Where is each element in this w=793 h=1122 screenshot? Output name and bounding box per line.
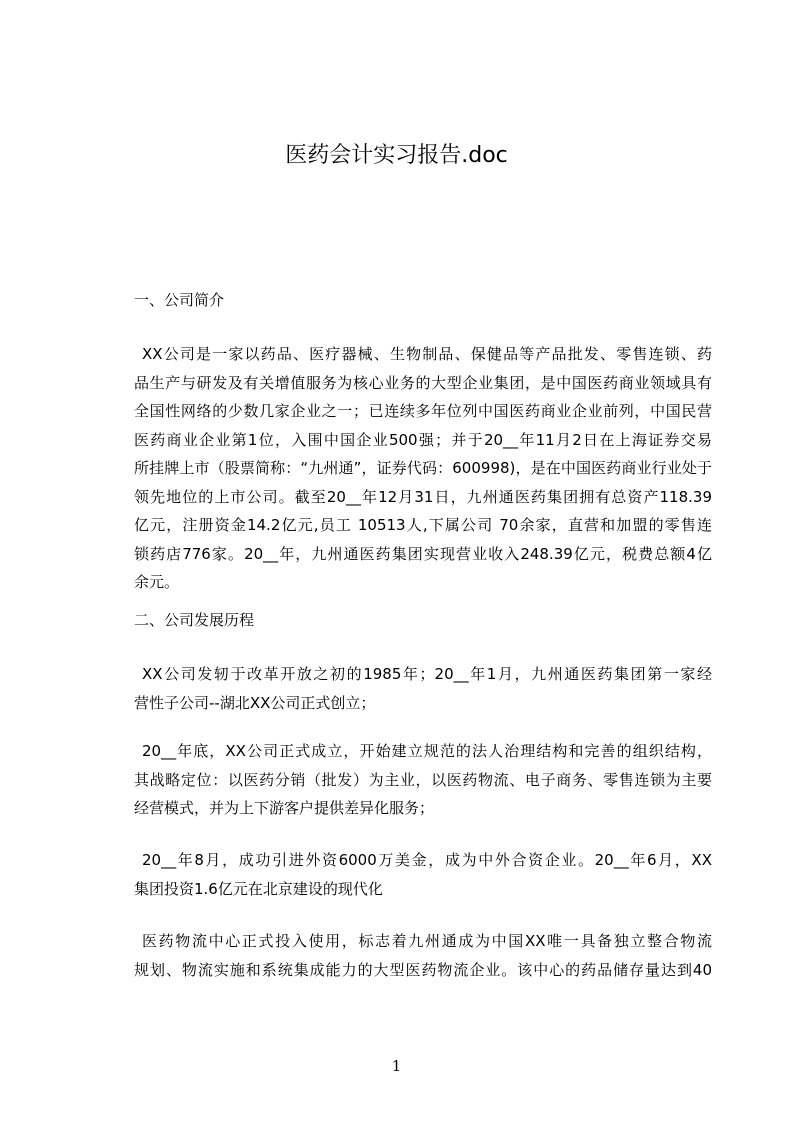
text-line: 集团投资1.6亿元在北京建设的现代化 [134,879,383,898]
text-line: 品生产与研发及有关增值服务为核心业务的大型企业集团，是中国医药商业领域具有 [134,373,712,392]
text-line: 营性子公司--湖北XX公司正式创立； [134,693,376,712]
text-line: 医药商业企业第1位，入围中国企业500强；并于20__年11月2日在上海证券交易 [134,430,712,449]
text-line: 20__年8月，成功引进外资6000万美金，成为中外合资企业。20__年6月，XX [142,851,712,869]
text-line: 规划、物流实施和系统集成能力的大型医药物流企业。该中心的药品储存量达到40 [134,960,712,979]
text-line: 锁药店776家。20__年，九州通医药集团实现营业收入248.39亿元，税费总额4亿 [134,544,712,563]
text-line: 全国性网络的少数几家企业之一；已连续多年位列中国医药商业企业前列，中国民营 [134,402,712,420]
text-line: 领先地位的上市公司。截至20__年12月31日，九州通医药集团拥有总资产118.39 [134,487,712,506]
paragraph-history-founding [134,660,712,717]
text-line: 亿元，注册资金14.2亿元,员工 10513人,下属公司 70余家，直营和加盟的零售连 [134,516,712,534]
text-line: 余元。 [134,573,180,591]
paragraph-history-logistics-center [134,927,712,984]
text-line: 医药物流中心正式投入使用，标志着九州通成为中国XX唯一具备独立整合物流 [142,932,712,950]
text-line: 20__年底，XX公司正式成立，开始建立规范的法人治理结构和完善的组织结构， [142,742,712,760]
paragraph-history-establishment [134,737,712,823]
text-line: 所挂牌上市（股票简称：“九州通”，证券代码：600998)，是在中国医药商业行业处于 [134,459,712,477]
section-heading-development-history: 二、公司发展历程 [134,611,255,629]
text-line: 其战略定位：以医药分销（批发）为主业，以医药物流、电子商务、零售连锁为主要 [134,770,712,789]
text-line: XX公司发轫于改革开放之初的1985年；20__年1月，九州通医药集团第一家经 [142,665,712,683]
section-heading-company-profile: 一、公司简介 [134,291,225,309]
page-number: 1 [391,1057,402,1075]
text-line: 经营模式，并为上下游客户提供差异化服务； [134,799,435,817]
paragraph-company-profile [134,340,712,597]
paragraph-history-foreign-investment [134,846,712,903]
text-line: XX公司是一家以药品、医疗器械、生物制品、保健品等产品批发、零售连锁、药 [142,345,712,363]
document-title: 医药会计实习报告.doc [285,143,508,168]
